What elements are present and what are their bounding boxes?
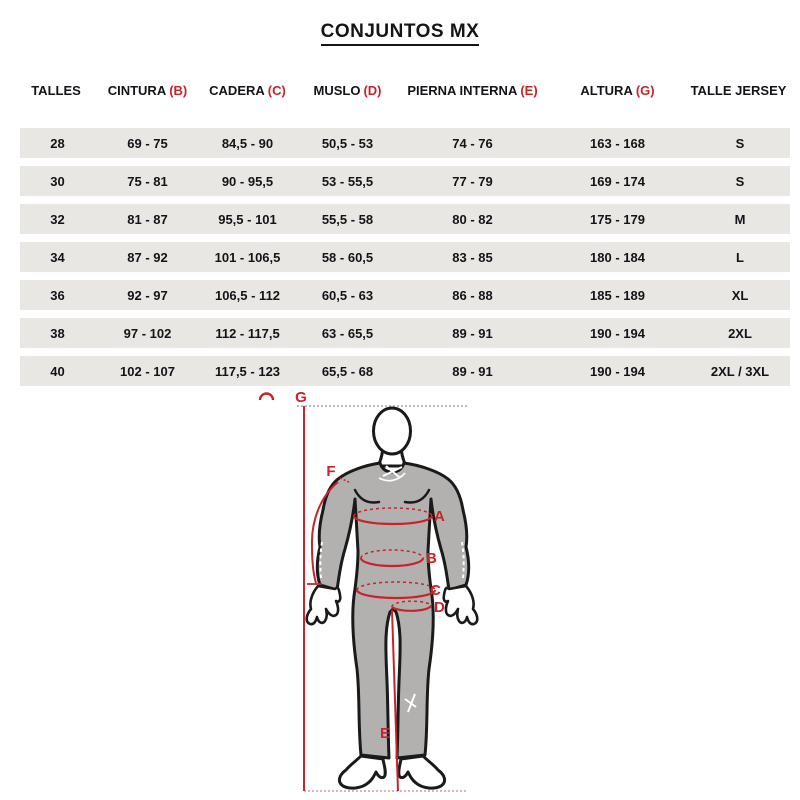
column-header-altura: ALTURA (G) [580,82,655,98]
cell-pierna-interna: 86 - 88 [452,287,493,303]
cell-talle-jersey: 2XL [728,325,752,341]
cell-talle: 38 [50,325,65,341]
cell-altura: 175 - 179 [590,211,645,227]
cell-cintura: 69 - 75 [127,135,168,151]
cell-altura: 190 - 194 [590,325,645,341]
column-header-pierna-interna: PIERNA INTERNA (E) [407,82,538,98]
cell-talle: 32 [50,211,65,227]
cell-cintura: 87 - 92 [127,249,168,265]
body-measurement-diagram [0,390,800,800]
left-foot [339,756,385,788]
column-header-talles: TALLES [31,82,81,98]
table-row [20,280,790,310]
table-row [20,166,790,196]
cell-muslo: 53 - 55,5 [321,173,374,189]
cell-pierna-interna: 83 - 85 [452,249,493,265]
cell-talle: 28 [50,135,65,151]
table-row [20,242,790,272]
cell-cintura: 81 - 87 [127,211,168,227]
column-header-cadera: CADERA (C) [209,82,286,98]
cell-talle: 30 [50,173,65,189]
table-row [20,128,790,158]
table-row [20,318,790,348]
cell-altura: 190 - 194 [590,363,645,379]
cell-altura: 169 - 174 [590,173,645,189]
left-hand [307,586,341,624]
cell-cadera: 106,5 - 112 [214,287,281,303]
cell-muslo: 58 - 60,5 [321,249,374,265]
cell-cintura: 97 - 102 [123,325,172,341]
cell-cadera: 90 - 95,5 [221,173,274,189]
cell-muslo: 65,5 - 68 [321,363,374,379]
cell-pierna-interna: 89 - 91 [452,325,493,341]
cell-pierna-interna: 80 - 82 [452,211,493,227]
right-foot [399,756,445,788]
cell-pierna-interna: 77 - 79 [452,173,493,189]
column-header-cintura: CINTURA (B) [107,82,188,98]
cell-cintura: 92 - 97 [127,287,168,303]
label-waist: B [426,550,437,567]
cell-talle: 36 [50,287,65,303]
label-inseam: E [379,725,390,742]
cell-cadera: 95,5 - 101 [218,211,277,227]
column-header-talle-jersey: TALLE JERSEY [690,82,787,98]
right-hand [444,586,478,624]
cell-talle-jersey: L [736,249,744,265]
table-row [20,356,790,386]
cell-cintura: 75 - 81 [127,173,168,189]
table-header-row [20,78,790,102]
clipped-letter-fragment [260,394,273,401]
page-title-wrap [0,21,800,46]
cell-muslo: 55,5 - 58 [321,211,374,227]
cell-muslo: 50,5 - 53 [321,135,374,151]
cell-talle-jersey: XL [731,287,749,303]
cell-cadera: 101 - 106,5 [214,249,281,265]
cell-muslo: 63 - 65,5 [321,325,374,341]
label-sleeve: F [326,463,336,480]
cell-talle: 34 [50,249,65,265]
head [374,408,411,454]
cell-altura: 163 - 168 [590,135,645,151]
cell-talle-jersey: M [734,211,746,227]
cell-cadera: 112 - 117,5 [215,325,280,341]
cell-talle: 40 [50,363,65,379]
cell-altura: 180 - 184 [590,249,645,265]
label-height: G [295,390,307,406]
cell-cintura: 102 - 107 [120,363,175,379]
cell-pierna-interna: 89 - 91 [452,363,493,379]
column-header-muslo: MUSLO (D) [313,82,382,98]
cell-talle-jersey: S [735,135,745,151]
cell-talle-jersey: S [735,173,745,189]
label-hip: C [430,582,441,599]
cell-altura: 185 - 189 [590,287,645,303]
page-title: CONJUNTOS MX [321,21,480,46]
label-chest: A [434,508,445,525]
cell-talle-jersey: 2XL / 3XL [710,363,770,379]
cell-cadera: 84,5 - 90 [221,135,274,151]
label-thigh: D [434,599,445,616]
cell-muslo: 60,5 - 63 [321,287,374,303]
cell-pierna-interna: 74 - 76 [452,135,493,151]
table-row [20,204,790,234]
cell-cadera: 117,5 - 123 [214,363,281,379]
